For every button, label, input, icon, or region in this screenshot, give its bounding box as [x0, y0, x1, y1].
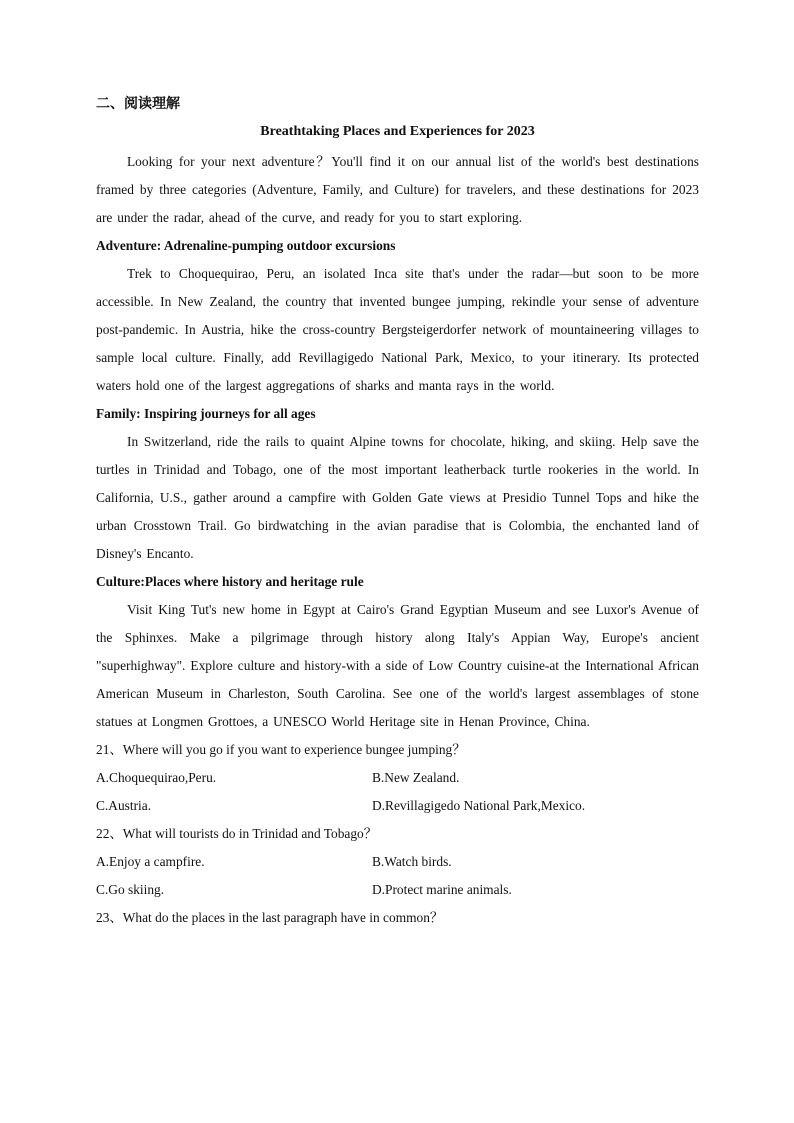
section-adventure — [96, 232, 699, 400]
section-culture — [96, 568, 699, 736]
option-b: B.Watch birds. — [372, 854, 452, 869]
section-heading-family: Family: Inspiring journeys for all ages — [96, 406, 316, 421]
question-21 — [96, 736, 699, 820]
section-text-adventure: Trek to Choquequirao, Peru, an isolated Inca site that's under the radar—but soon to be more accessible. In New Zealand, the country that invented bungee jumping, rekindle your sense of adventure post-pandemic. In Austria, hike the cross-country Bergsteigerdorfer network of mountaineering villages to sample local culture. Finally, add Revillagigedo National Park, Mexico, to your itinerary. Its protected waters hold one of the largest aggregations of sharks and manta rays in the world. — [96, 266, 699, 393]
section-heading-culture: Culture:Places where history and heritage rule — [96, 574, 364, 589]
option-d: D.Protect marine animals. — [372, 882, 512, 897]
answer-options — [96, 848, 699, 904]
section-text-family: In Switzerland, ride the rails to quaint Alpine towns for chocolate, hiking, and skiing. Help save the turtles in Trinidad and Tobago, one of the most important leatherback turtle rookeries in the world. In California, U.S., gather around a campfire with Golden Gate views at Presidio Tunnel Tops and hike the urban Crosstown Trail. Go birdwatching in the avian paradise that is Colombia, the enchanted land of Disney's Encanto. — [96, 434, 699, 561]
option-c: C.Go skiing. — [96, 882, 165, 897]
passage-title: Breathtaking Places and Experiences for 2023 — [260, 124, 535, 139]
question-23 — [96, 904, 699, 932]
option-c: C.Austria. — [96, 798, 152, 813]
option-b: B.New Zealand. — [372, 770, 460, 785]
option-a: A.Enjoy a campfire. — [96, 854, 205, 869]
section-heading: 二、阅读理解 — [96, 96, 180, 112]
section-text-culture: Visit King Tut's new home in Egypt at Cairo's Grand Egyptian Museum and see Luxor's Avenue of the Sphinxes. Make a pilgrimage through history along Italy's Appian Way, Europe's ancient "superhighway". Explore culture and history-with a side of Low Country cuisine-at the International African American Museum in Charleston, South Carolina. See one of the world's largest assemblages of stone statues at Longmen Grottoes, a UNESCO World Heritage site in Henan Province, China. — [96, 602, 699, 729]
question-stem: 21、Where will you go if you want to experience bungee jumping？ — [96, 742, 466, 757]
answer-options — [96, 764, 699, 820]
intro-paragraph: Looking for your next adventure？You'll find it on our annual list of the world's best destinations framed by three categories (Adventure, Family, and Culture) for travelers, and these destinations for 2023 are under the radar, ahead of the curve, and ready for you to start exploring. — [96, 154, 699, 225]
question-22 — [96, 820, 699, 904]
question-stem: 22、What will tourists do in Trinidad and Tobago？ — [96, 826, 378, 841]
reading-comprehension — [96, 94, 699, 932]
section-heading-adventure: Adventure: Adrenaline-pumping outdoor excursions — [96, 238, 396, 253]
section-family — [96, 400, 699, 568]
option-d: D.Revillagigedo National Park,Mexico. — [372, 798, 586, 813]
question-stem: 23、What do the places in the last paragraph have in common？ — [96, 910, 444, 925]
option-a: A.Choquequirao,Peru. — [96, 770, 217, 785]
